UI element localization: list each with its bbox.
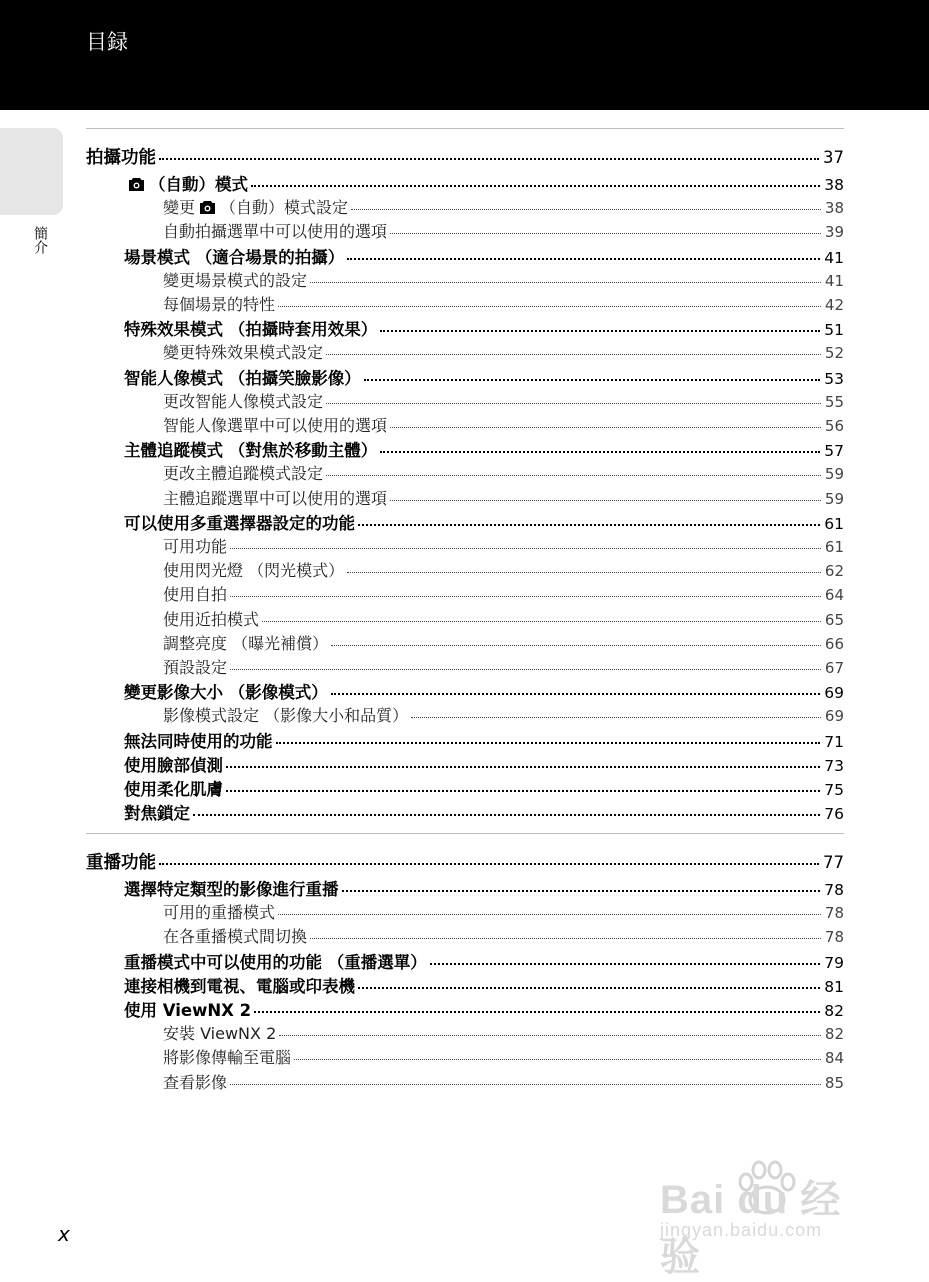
toc-entry-page: 52 [824, 344, 844, 363]
toc-entry-page: 78 [824, 881, 844, 899]
toc-entry-title: 智能人像模式 （拍攝笑臉影像） [124, 368, 361, 388]
toc-entry-title: 變更影像大小 （影像模式） [124, 683, 328, 703]
toc-entry-title: 預設設定 [163, 658, 228, 677]
toc-entry-level3[interactable] [163, 582, 844, 605]
toc-entry-page: 69 [824, 684, 844, 703]
side-tab-label: 簡介 [32, 226, 48, 254]
toc-entry-level2[interactable] [124, 437, 844, 461]
toc-entry-page: 59 [824, 465, 844, 484]
toc-entry-level3[interactable] [163, 607, 844, 630]
toc-leader-dots [358, 987, 820, 989]
toc-entry-page: 37 [823, 148, 844, 167]
toc-entry-level1[interactable] [86, 849, 844, 874]
toc-entry-page: 64 [824, 586, 844, 605]
toc-leader-dots [331, 693, 821, 695]
toc-entry-title: 使用柔化肌膚 [124, 780, 223, 799]
toc-entry-title: 使用閃光燈 （閃光模式） [163, 561, 345, 581]
toc-leader-dots [380, 451, 820, 453]
toc-leader-dots [358, 524, 820, 526]
toc-entry-page: 82 [824, 1025, 844, 1044]
toc-entry-level3[interactable] [163, 534, 844, 557]
toc-entry-title-text: （自動）模式設定 [220, 198, 349, 218]
toc-entry-page: 65 [824, 610, 844, 629]
toc-entry-page: 57 [824, 442, 844, 461]
toc-entry-level2[interactable] [124, 679, 844, 703]
toc-entry-page: 61 [824, 514, 844, 533]
toc-entry-level3[interactable] [163, 413, 844, 436]
toc-leader-dots [411, 717, 821, 718]
toc-leader-dots [331, 645, 821, 646]
toc-leader-dots [430, 963, 821, 965]
toc-entry-level3[interactable] [163, 703, 844, 726]
toc-entry-page: 79 [824, 953, 844, 972]
toc-entry-page: 51 [824, 321, 844, 340]
toc-entry-level3[interactable] [163, 389, 844, 412]
toc-leader-dots [278, 914, 821, 915]
toc-entry-title: 安裝 ViewNX 2 [163, 1024, 277, 1044]
toc-entry-title: 主體追蹤選單中可以使用的選項 [163, 488, 388, 508]
toc-entry-title: 特殊效果模式 （拍攝時套用效果） [124, 320, 378, 340]
toc-entry-title: 自動拍攝選單中可以使用的選項 [163, 222, 388, 242]
toc-entry-title: 重播模式中可以使用的功能 （重播選單） [124, 952, 427, 972]
toc-entry-level3[interactable] [163, 1070, 844, 1093]
toc-leader-dots [230, 1084, 821, 1085]
toc-entry-level3[interactable] [163, 655, 844, 678]
toc-entry-title: 選擇特定類型的影像進行重播 [124, 880, 339, 899]
toc-entry-page: 55 [824, 392, 844, 411]
toc-entry-title: 調整亮度 （曝光補償） [163, 633, 329, 653]
toc-entry-page: 69 [824, 707, 844, 726]
section-divider [86, 833, 844, 834]
toc-leader-dots [230, 669, 821, 670]
toc-leader-dots [342, 890, 821, 892]
toc-entry-page: 73 [824, 756, 844, 775]
toc-entry-title: 智能人像選單中可以使用的選項 [163, 416, 388, 435]
toc-entry-level3[interactable] [163, 461, 844, 484]
toc-leader-dots [390, 500, 821, 501]
toc-entry-title: 在各重播模式間切換 [163, 927, 308, 947]
toc-entry-level3[interactable] [163, 195, 844, 218]
toc-entry-level2[interactable] [124, 800, 844, 824]
toc-entry-level2[interactable] [124, 365, 844, 389]
toc-entry-level2[interactable] [124, 244, 844, 268]
toc-leader-dots [230, 596, 821, 597]
toc-leader-dots [262, 621, 821, 622]
toc-leader-dots [326, 403, 821, 404]
toc-entry-level2[interactable] [124, 171, 844, 195]
toc-leader-dots [390, 427, 821, 428]
toc-entry-title: 變更場景模式的設定 [163, 270, 308, 290]
toc-entry-title: 使用近拍模式 [163, 609, 260, 629]
toc-entry-title: 主體追蹤模式 （對焦於移動主體） [124, 441, 378, 461]
toc-entry-page: 39 [824, 223, 844, 242]
toc-entry-level3[interactable] [163, 219, 844, 242]
toc-leader-dots [230, 548, 821, 549]
toc-entry-page: 78 [824, 928, 844, 947]
toc-entry-page: 53 [824, 369, 844, 388]
toc-entry-title [163, 195, 348, 218]
toc-entry-title: 連接相機到電視、電腦或印表機 [124, 976, 355, 996]
toc-entry-level3[interactable] [163, 268, 844, 291]
toc-entry-title: 對焦鎖定 [124, 804, 190, 824]
toc-entry-title: 可用的重播模式 [163, 903, 276, 923]
watermark-logo: Bai du 经验 [660, 1178, 842, 1279]
toc-entry-page: 76 [824, 805, 844, 824]
toc-leader-dots [159, 863, 819, 865]
toc-entry-level2[interactable] [124, 776, 844, 800]
toc-entry-page: 42 [824, 296, 844, 314]
watermark-url: jingyan.baidu.com [660, 1220, 823, 1240]
toc-leader-dots [326, 354, 821, 355]
toc-entry-page: 41 [824, 271, 844, 290]
section-divider [86, 128, 844, 129]
toc-entry-page: 78 [824, 904, 844, 923]
toc-entry-page: 66 [824, 634, 844, 653]
toc-entry-page: 71 [824, 732, 844, 751]
toc-entry-page: 62 [824, 562, 844, 581]
side-tab[interactable] [0, 128, 63, 215]
page-header [0, 0, 929, 110]
toc-entry-level2[interactable] [124, 316, 844, 340]
toc-leader-dots [226, 766, 820, 768]
toc-entry-level3[interactable] [163, 486, 844, 509]
toc-entry-title: 更改智能人像模式設定 [163, 391, 324, 411]
toc-leader-dots [159, 158, 819, 160]
watermark [660, 1158, 875, 1279]
toc-entry-title: 可以使用多重選擇器設定的功能 [124, 513, 355, 533]
toc-entry-page: 56 [824, 417, 844, 435]
toc-leader-dots [347, 258, 820, 260]
toc-entry-page: 38 [824, 199, 844, 218]
toc-leader-dots [390, 233, 821, 234]
toc-entry-title: 將影像傳輸至電腦 [163, 1048, 292, 1068]
toc-entry-page: 81 [824, 977, 844, 996]
page-number: x [58, 1222, 70, 1246]
toc-entry-level2[interactable] [124, 973, 844, 997]
toc-entry-page: 38 [824, 176, 844, 194]
toc-leader-dots [193, 814, 820, 816]
toc-entry-level3[interactable] [163, 924, 844, 947]
toc-leader-dots [364, 379, 821, 381]
toc-entry-level2[interactable] [124, 510, 844, 534]
toc-entry-level3[interactable] [163, 340, 844, 363]
toc-leader-dots [254, 1011, 820, 1013]
toc-leader-dots [310, 938, 821, 939]
toc-entry-page: 77 [823, 853, 844, 872]
toc-entry-page: 67 [824, 659, 844, 677]
toc-entry-page: 59 [824, 489, 844, 508]
toc-entry-title: 使用 ViewNX 2 [124, 1001, 252, 1020]
toc-leader-dots [279, 1035, 821, 1036]
toc-entry-title: 查看影像 [163, 1072, 228, 1092]
toc-entry-level3[interactable] [163, 292, 844, 315]
toc-entry-level2[interactable] [124, 876, 844, 900]
toc-leader-dots [294, 1059, 821, 1060]
toc-entry-level2[interactable] [124, 949, 844, 973]
toc-entry-level1[interactable] [86, 144, 844, 169]
toc-leader-dots [251, 185, 820, 187]
toc-entry-level2[interactable] [124, 752, 844, 776]
camera-icon [128, 177, 145, 192]
toc-entry-page: 85 [824, 1073, 844, 1092]
toc-leader-dots [351, 209, 821, 210]
camera-icon [199, 200, 216, 215]
toc-entry-title-prefix: 變更 [163, 198, 196, 218]
toc-entry-title: 影像模式設定 （影像大小和品質） [163, 706, 409, 726]
toc-leader-dots [347, 572, 821, 573]
toc-entry-page: 61 [824, 538, 844, 556]
toc-leader-dots [278, 306, 821, 307]
toc-entry-title: 場景模式 （適合場景的拍攝） [124, 247, 345, 267]
toc-entry-level3[interactable] [163, 900, 844, 923]
toc-entry-title: 更改主體追蹤模式設定 [163, 464, 324, 484]
toc-leader-dots [310, 282, 821, 283]
toc-entry-level2[interactable] [124, 728, 844, 752]
page-title: 目録 [86, 30, 128, 54]
toc-entry-title: 無法同時使用的功能 [124, 731, 273, 751]
toc-entry-level2[interactable] [124, 997, 844, 1021]
toc-leader-dots [226, 790, 820, 792]
toc-leader-dots [326, 475, 821, 476]
toc-entry-page: 84 [824, 1049, 844, 1068]
toc-entry-title-text: （自動）模式 [149, 175, 248, 194]
toc-entry-level3[interactable] [163, 558, 844, 581]
toc-entry-level3[interactable] [163, 1021, 844, 1044]
toc-leader-dots [380, 330, 820, 332]
toc-entry-page: 41 [824, 248, 844, 267]
toc-entry-title: 變更特殊效果模式設定 [163, 343, 324, 363]
toc-entry-level3[interactable] [163, 1045, 844, 1068]
toc-entry-title: 可用功能 [163, 537, 228, 556]
toc-entry-title: 每個場景的特性 [163, 295, 276, 314]
toc-entry-level3[interactable] [163, 631, 844, 654]
toc-leader-dots [276, 742, 821, 744]
toc-entry-title: 使用臉部偵測 [124, 755, 223, 775]
toc-entry-title: 重播功能 [86, 853, 156, 873]
toc-entry-page: 82 [824, 1002, 844, 1020]
toc-entry-page: 75 [824, 781, 844, 799]
toc-entry-title: 拍攝功能 [86, 148, 156, 168]
toc-entry-title: 使用自拍 [163, 585, 228, 605]
toc-entry-title [124, 171, 248, 195]
